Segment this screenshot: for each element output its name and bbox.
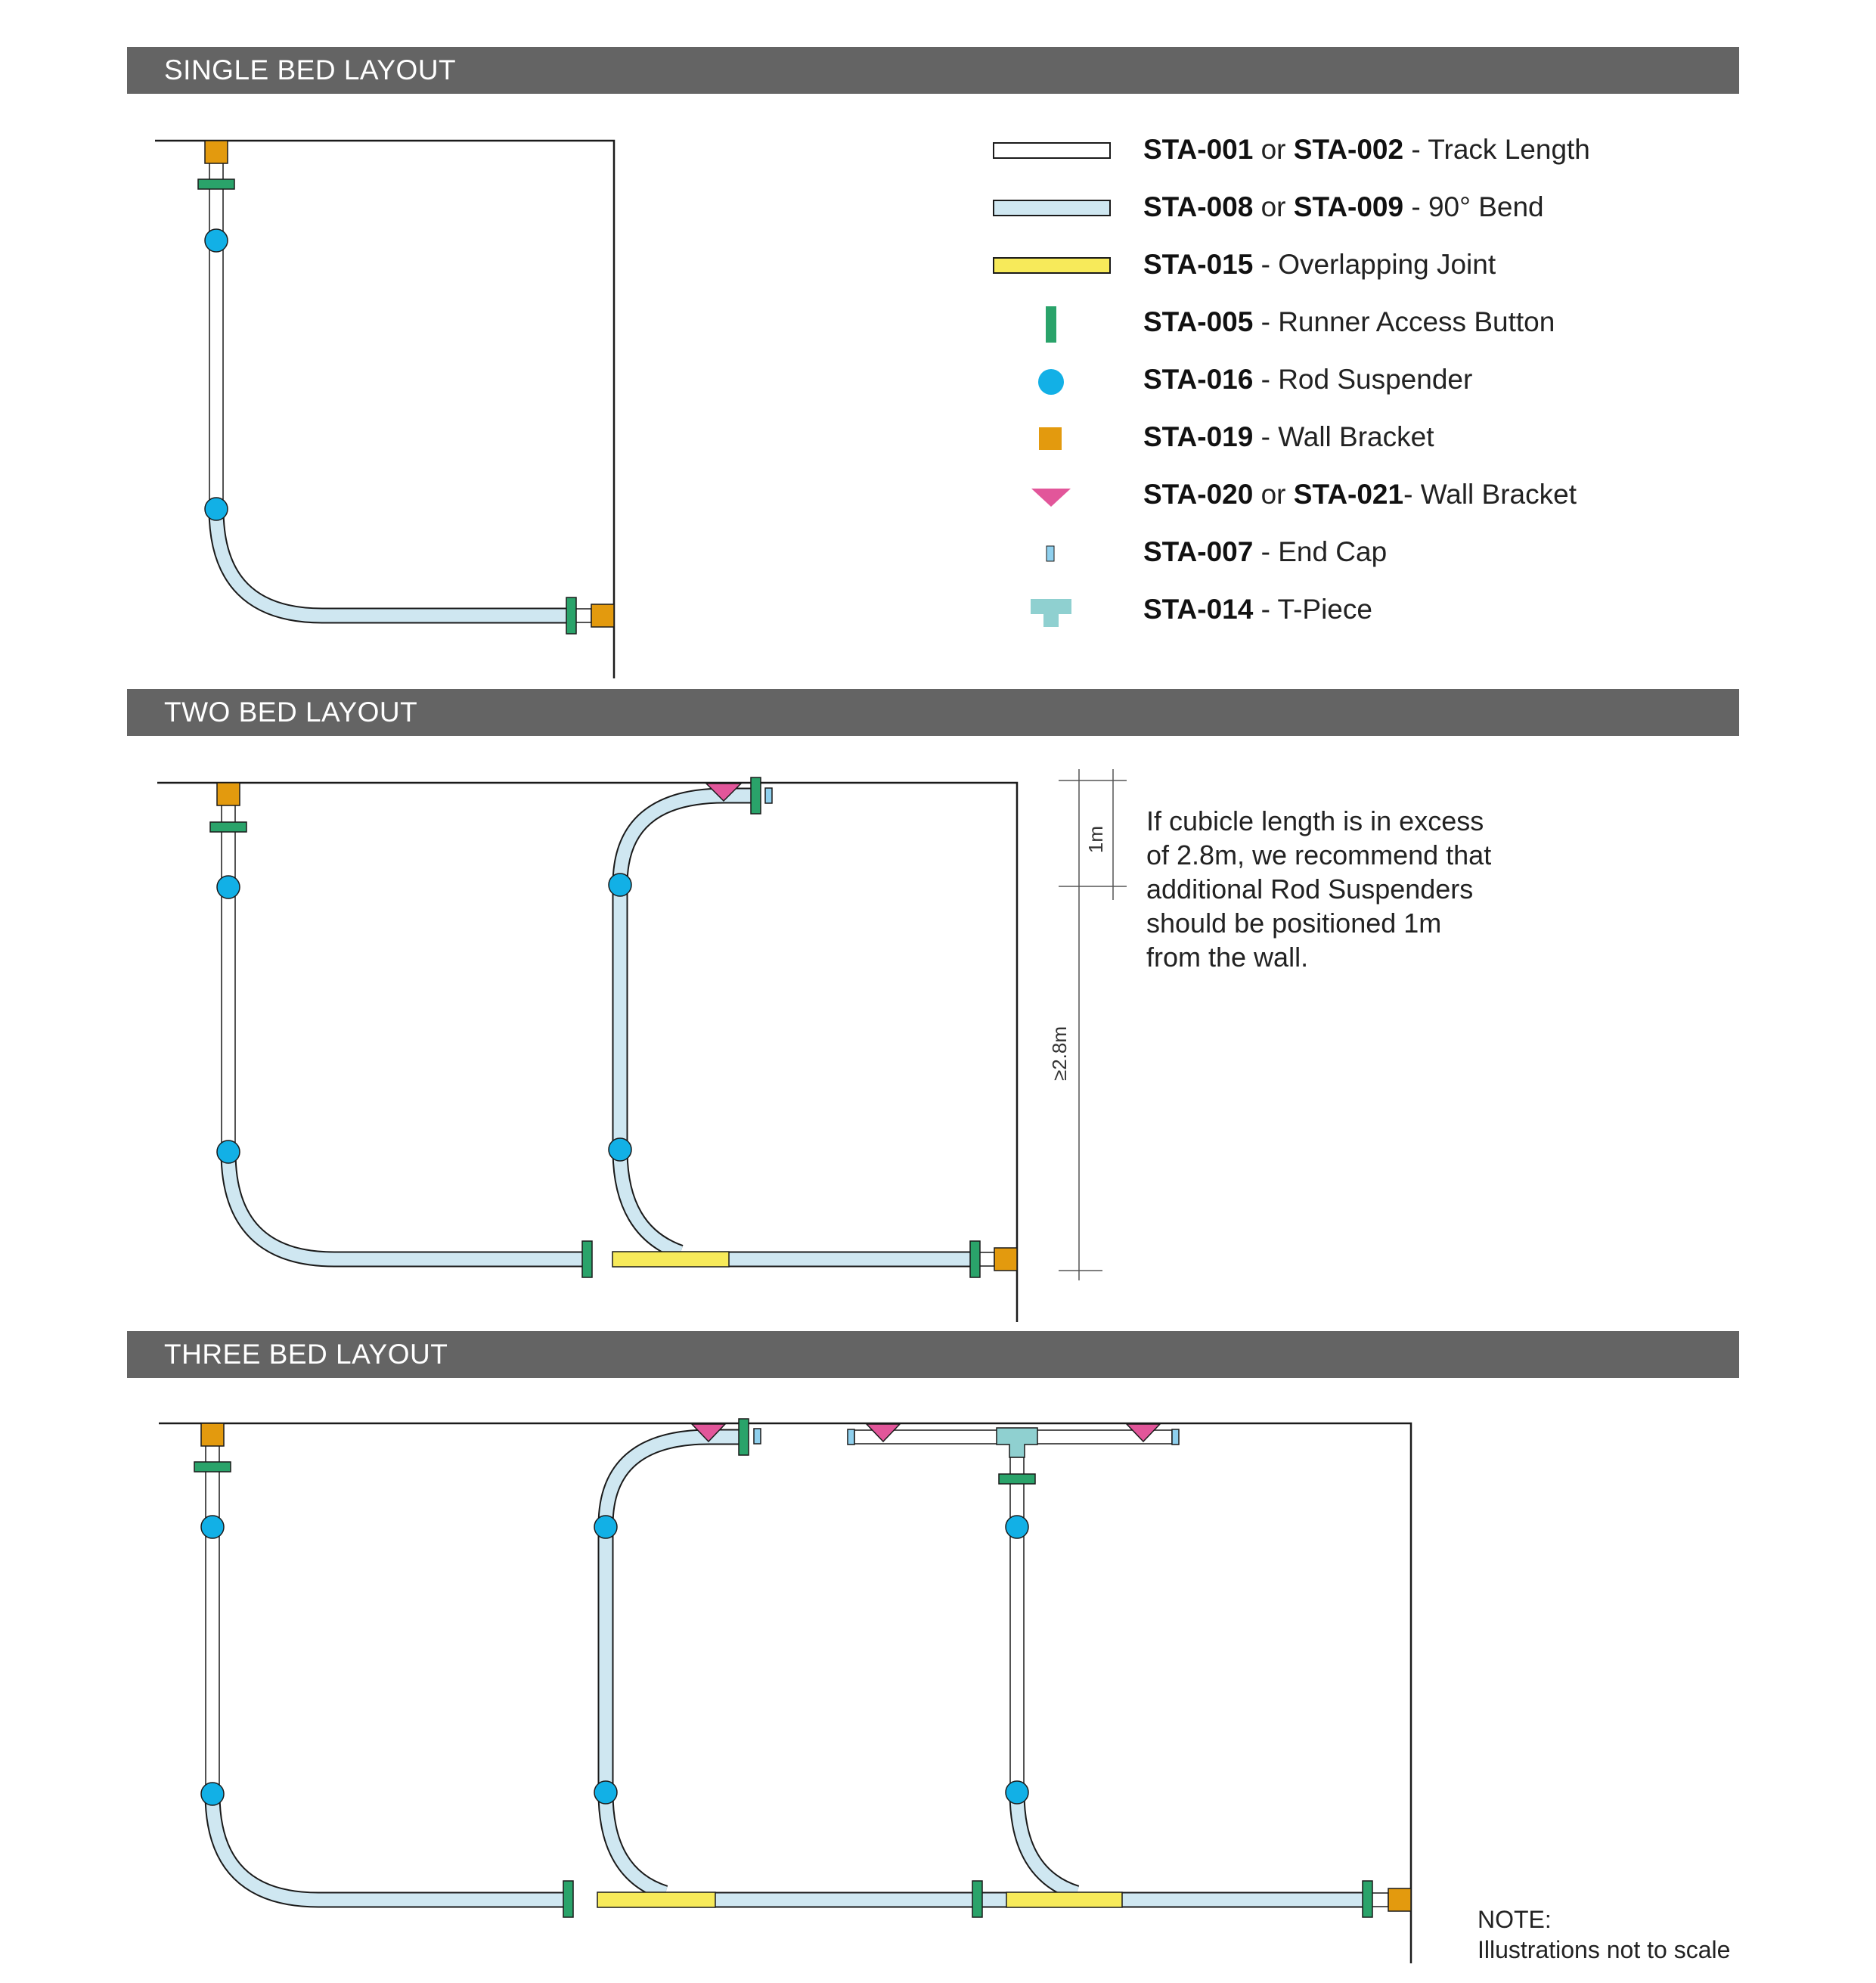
bend (228, 1152, 582, 1259)
legend-code: STA-014 (1143, 594, 1254, 625)
overlapping-joint-icon (994, 258, 1110, 273)
legend-code-alt: STA-002 (1293, 134, 1404, 165)
dimension-label-1m: 1m (1084, 825, 1107, 854)
dimension-label-total: ≥2.8m (1048, 1026, 1071, 1081)
three-bed-diagram (159, 1419, 1411, 1963)
t-piece (997, 1428, 1037, 1457)
end-cap (848, 1429, 854, 1445)
track-length (575, 609, 591, 622)
legend-desc: - Rod Suspender (1253, 364, 1473, 395)
recommendation-line: additional Rod Suspenders (1146, 874, 1474, 905)
legend-desc: - End Cap (1253, 536, 1388, 567)
legend-separator: or (1253, 191, 1294, 222)
legend-desc: - 90° Bend (1403, 191, 1544, 222)
legend-desc: - Runner Access Button (1253, 306, 1555, 337)
ceiling-bracket-icon (1031, 489, 1071, 507)
recommendation-line: should be positioned 1m (1146, 908, 1442, 939)
runner-access-button (210, 822, 247, 832)
overlapping-joint (597, 1892, 715, 1907)
legend-item-overlapping-joint (1143, 248, 1496, 281)
runner-access-button (972, 1881, 982, 1917)
recommendation-line: If cubicle length is in excess (1146, 805, 1484, 836)
legend-code: STA-001 (1143, 134, 1254, 165)
bend (1017, 1792, 1077, 1893)
wall-bracket (591, 604, 614, 627)
legend-desc: - Wall Bracket (1403, 479, 1577, 510)
legend-item-ceiling-bracket (1143, 478, 1577, 511)
rod-suspender (594, 1781, 617, 1804)
legend-item-track-length (1143, 133, 1590, 166)
legend-desc: - T-Piece (1253, 594, 1372, 625)
note-body: Illustrations not to scale (1478, 1936, 1731, 1963)
bend (620, 1150, 681, 1252)
note-heading: NOTE: (1478, 1906, 1552, 1933)
legend-code: STA-015 (1143, 249, 1254, 280)
rod-suspender (1006, 1781, 1028, 1804)
bend (620, 796, 756, 885)
runner-access-button (563, 1881, 573, 1917)
runner-access-button (970, 1241, 980, 1277)
legend-desc: - Track Length (1403, 134, 1590, 165)
rod-suspender (609, 874, 631, 896)
rod-suspender (201, 1516, 224, 1538)
legend-desc: - Overlapping Joint (1253, 249, 1496, 280)
section-title: THREE BED LAYOUT (164, 1339, 448, 1370)
single-bed-diagram (155, 141, 614, 678)
legend-code: STA-016 (1143, 364, 1254, 395)
rod-suspender (594, 1516, 617, 1538)
legend-code-alt: STA-009 (1293, 191, 1404, 222)
rod-suspender (205, 498, 228, 520)
track-length (206, 1439, 219, 1794)
legend-item-bend (1143, 191, 1544, 224)
scale-note (1478, 1904, 1730, 1965)
wall-bracket (994, 1248, 1017, 1271)
rod-suspender (201, 1783, 224, 1805)
track-length (979, 1252, 994, 1266)
wall-bracket (205, 141, 228, 163)
track-length (222, 799, 235, 1152)
wall-outline (159, 1423, 1411, 1963)
runner-access-button (739, 1419, 749, 1455)
rod-suspender (1006, 1516, 1028, 1538)
legend-code: STA-007 (1143, 536, 1254, 567)
t-piece-icon (1031, 599, 1071, 627)
bend (212, 1794, 568, 1900)
bend (606, 1792, 665, 1893)
rod-suspender-icon (1038, 369, 1064, 395)
end-cap (1172, 1429, 1179, 1445)
recommendation-text (1146, 804, 1491, 974)
legend-code: STA-019 (1143, 421, 1254, 452)
runner-access-button (566, 597, 576, 634)
runner-access-button (999, 1474, 1035, 1484)
legend-item-t-piece (1143, 593, 1372, 626)
wall-bracket (201, 1423, 224, 1446)
legend-code: STA-005 (1143, 306, 1254, 337)
end-cap-icon (1047, 546, 1054, 561)
legend-item-end-cap (1143, 535, 1387, 569)
runner-access-button (1363, 1881, 1372, 1917)
section-title: SINGLE BED LAYOUT (164, 54, 457, 85)
wall-outline (155, 141, 614, 678)
legend-code: STA-020 (1143, 479, 1254, 510)
runner-access-button-icon (1046, 306, 1056, 343)
rod-suspender (217, 1140, 240, 1163)
recommendation-line: from the wall. (1146, 942, 1309, 973)
track-length (1010, 1457, 1024, 1792)
section-title: TWO BED LAYOUT (164, 697, 418, 728)
wall-bracket (217, 783, 240, 805)
bend (606, 1437, 741, 1525)
runner-access-button (194, 1462, 231, 1472)
legend-separator: or (1253, 479, 1294, 510)
track-length-icon (994, 143, 1110, 158)
track-length (209, 157, 223, 509)
rod-suspender (609, 1138, 631, 1161)
legend-code-alt: STA-021 (1293, 479, 1404, 510)
recommendation-line: of 2.8m, we recommend that (1146, 839, 1492, 870)
legend-symbols (994, 143, 1110, 627)
end-cap (765, 788, 772, 803)
rod-suspender (217, 876, 240, 898)
legend-item-wall-bracket (1143, 420, 1434, 454)
bend-icon (994, 200, 1110, 216)
legend-separator: or (1253, 134, 1294, 165)
overlapping-joint (1006, 1892, 1122, 1907)
two-bed-diagram (157, 769, 1127, 1322)
overlapping-joint (612, 1252, 729, 1267)
runner-access-button (198, 179, 234, 189)
rod-suspender (205, 229, 228, 252)
runner-access-button (582, 1241, 592, 1277)
runner-access-button (751, 777, 761, 814)
legend-item-rod-suspender (1143, 363, 1472, 396)
wall-bracket (1388, 1888, 1411, 1911)
legend-item-runner-access-button (1143, 306, 1555, 339)
legend-desc: - Wall Bracket (1253, 421, 1434, 452)
wall-bracket-icon (1039, 427, 1062, 450)
legend-code: STA-008 (1143, 191, 1254, 222)
end-cap (754, 1429, 761, 1444)
